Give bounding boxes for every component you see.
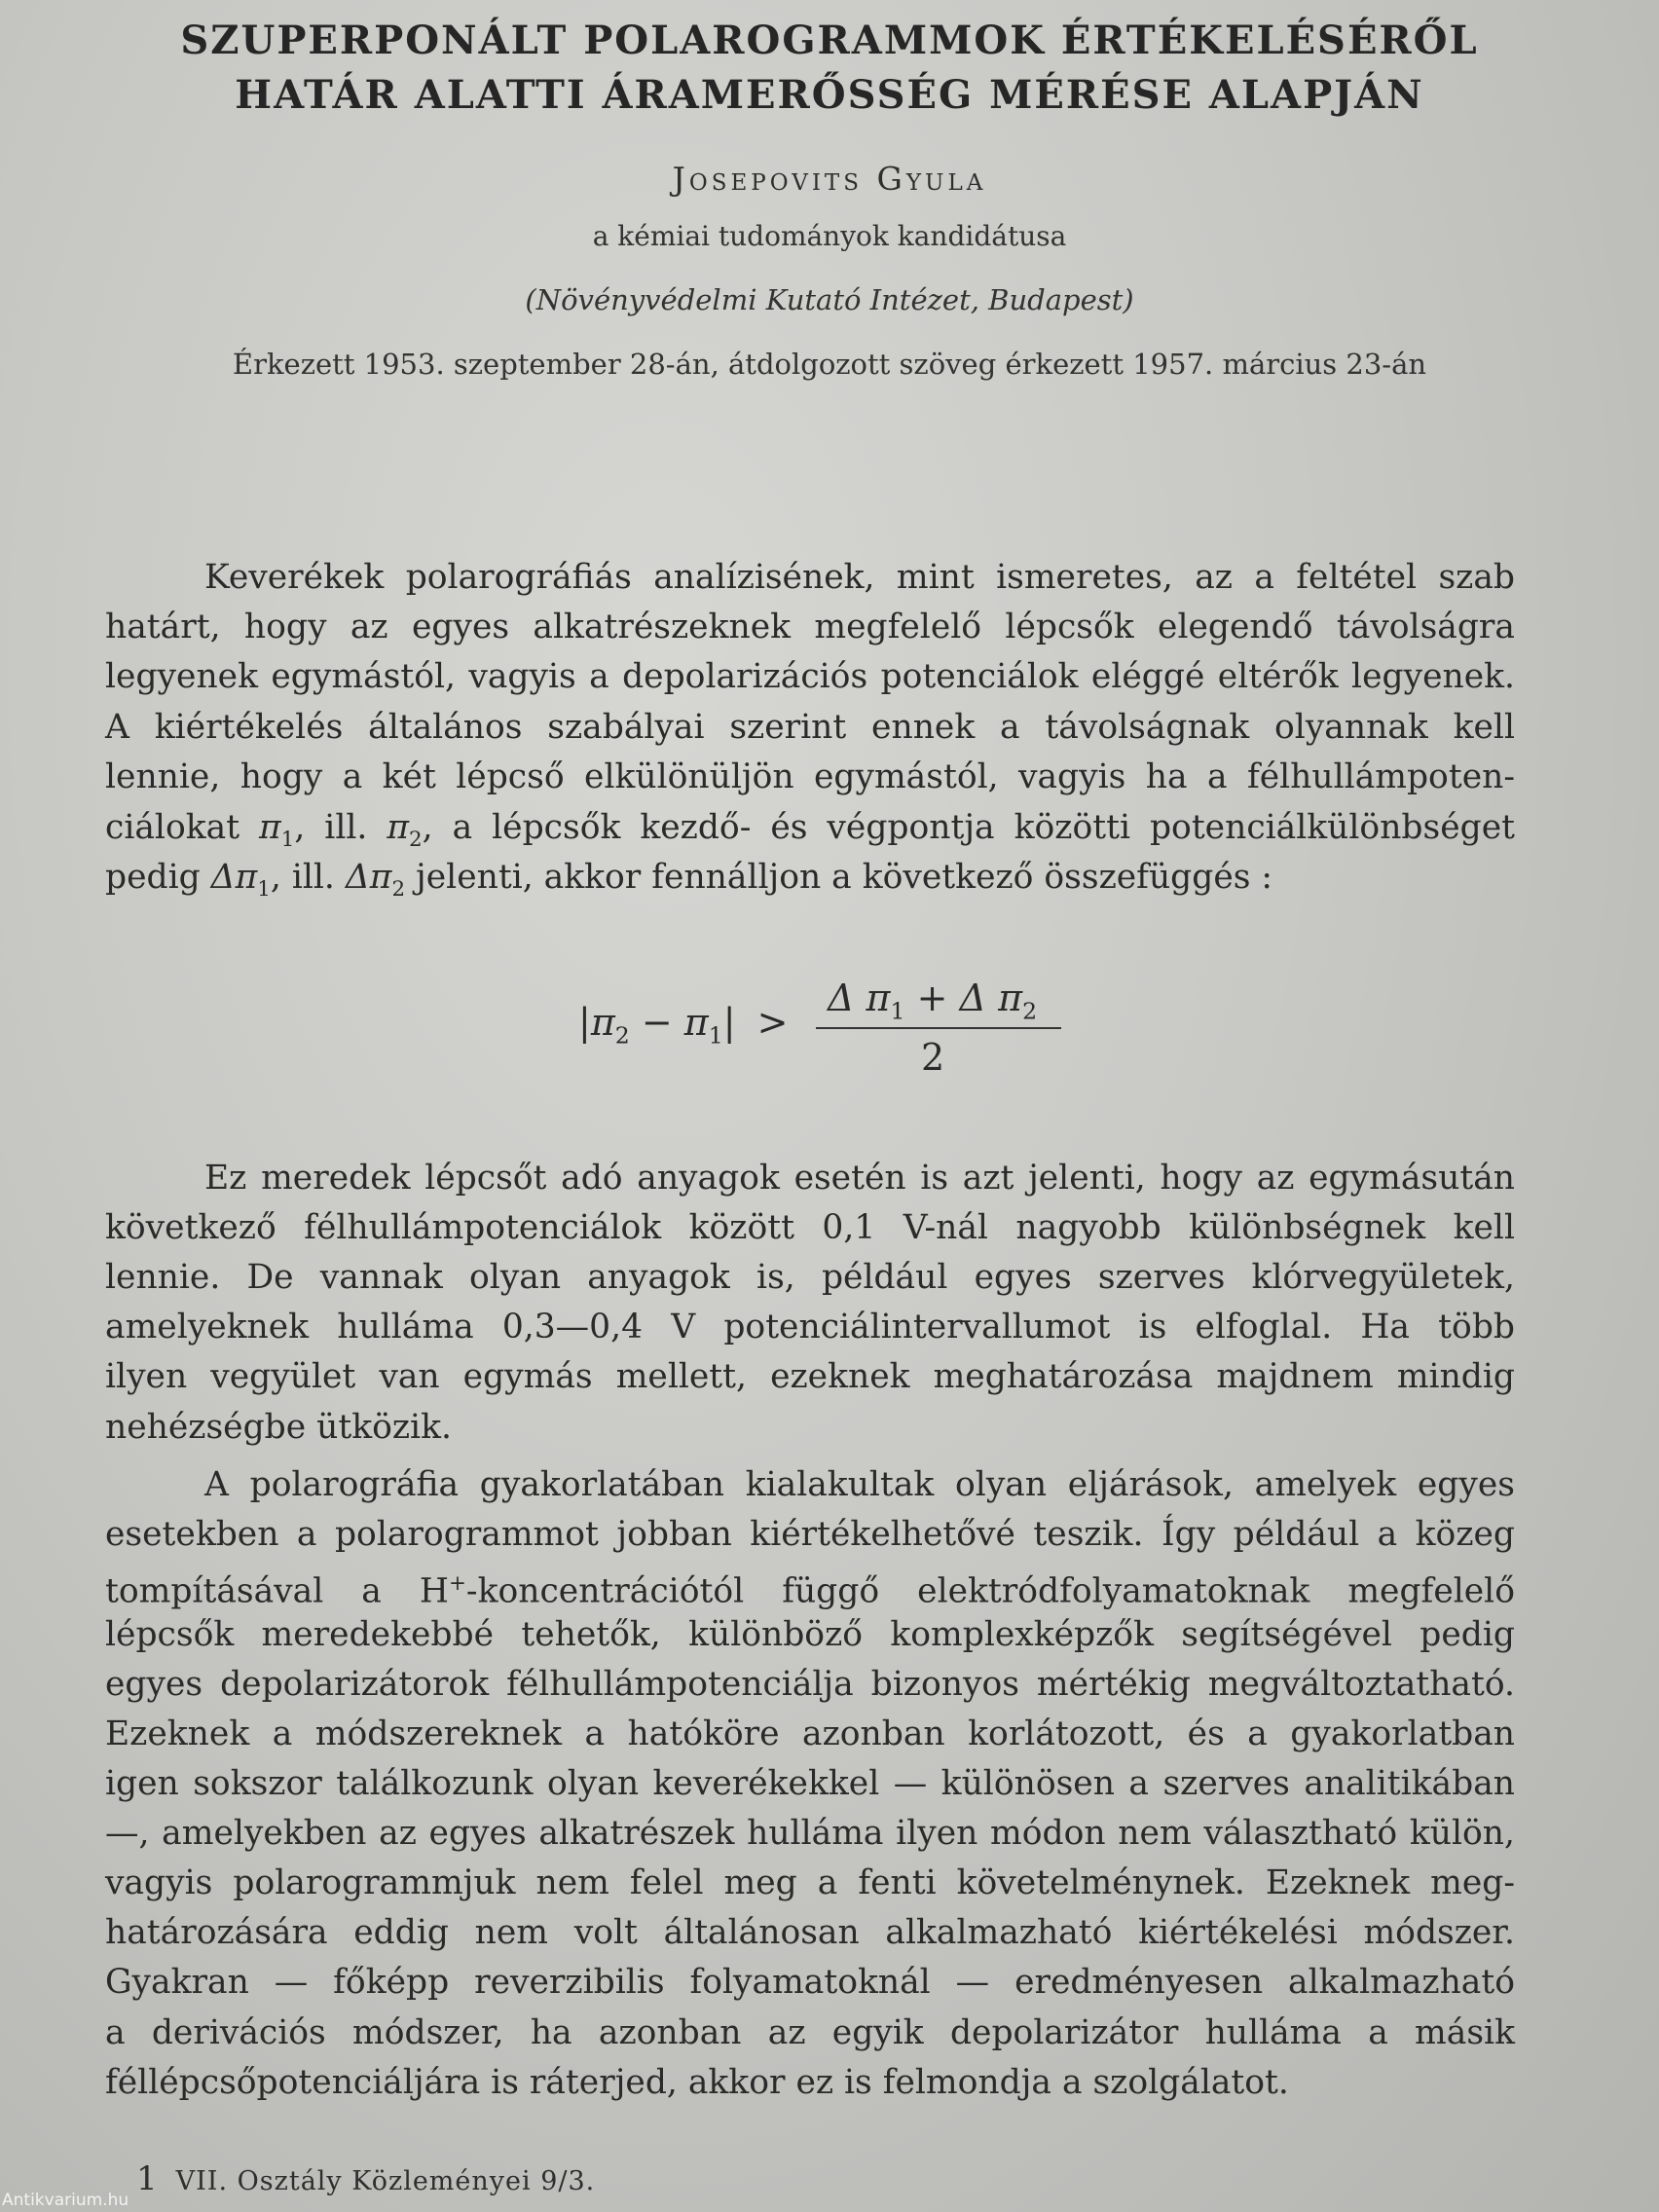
abs-bar: | [578,1001,591,1044]
text-line: Ezeknek a módszereknek a hatóköre azonban korlátozott, és a gyakorlatban [105,1714,1515,1753]
text-span: tompításával a H [105,1571,449,1611]
text-line: következő félhullámpotenciálok között 0,1 V-nál nagyobb különbségnek kell [105,1208,1515,1247]
page-number: 1 [136,2159,159,2198]
author-name: Josepovits Gyula [672,160,987,198]
pi-symbol: π [866,977,891,1019]
watermark: Antikvarium.hu [2,2191,129,2210]
text-line: —, amelyekben az egyes alkatrészek hulláma ilyen módon nem választható külön, [105,1814,1515,1853]
text-line: legyenek egymástól, vagyis a depolarizációs potenciálok eléggé eltérők legyenek. [105,657,1515,696]
text-line: A polarográfia gyakorlatában kialakultak olyan eljárások, amelyek egyes [204,1465,1515,1504]
formula-numerator [828,977,1037,1025]
text-span: , a lépcsők kezdő- és végpontja közötti potenciálkülönbséget [422,808,1515,847]
text-line: lennie. De vannak olyan anyagok is, például egyes szerves klórvegyületek, [105,1258,1515,1297]
text-span: pedig [105,858,211,897]
text-line: lennie, hogy a két lépcső elkülönüljön egymástól, vagyis ha a félhullámpoten- [105,757,1515,796]
subscript: 2 [614,1021,630,1050]
title-line-1: SZUPERPONÁLT POLAROGRAMMOK ÉRTÉKELÉSÉRŐL [180,18,1479,63]
subscript: 2 [409,827,423,852]
delta-symbol: Δ [828,977,855,1019]
text-line: féllépcsőpotenciáljára is ráterjed, akkor ez is felmondja a szolgálatot. [105,2063,1289,2102]
pi-symbol: π [387,808,410,847]
journal-reference: VII. Osztály Közleményei 9/3. [175,2166,596,2196]
text-line [105,1565,1515,1611]
pi-symbol: π [369,858,392,897]
plus-sign: + [916,977,948,1019]
text-line: esetekben a polarogrammot jobban kiértékelhetővé teszik. Így például a közeg [105,1515,1515,1554]
text-span: jelenti, akkor fennálljon a következő összefüggés : [405,858,1273,897]
subscript: 1 [280,827,295,852]
text-line: Gyakran — főképp reverzibilis folyamatoknál — eredményesen alkalmazható [105,1963,1515,2002]
greater-than-sign: > [756,1001,789,1044]
text-line: Keverékek polarográfiás analízisének, mint ismeretes, az a feltétel szab [204,558,1515,597]
text-line: egyes depolarizátorok félhullámpotenciálja bizonyos mértékig megváltoztatható. [105,1665,1515,1704]
minus-sign: − [629,1001,684,1044]
text-span: ciálokat [105,808,260,847]
subscript: 1 [708,1021,723,1050]
text-line: határt, hogy az egyes alkatrészeknek megfelelő lépcsők elegendő távolságra [105,608,1515,646]
text-line: határozására eddig nem volt általánosan alkalmazható kiértékelési módszer. [105,1913,1515,1952]
received-date: Érkezett 1953. szeptember 28-án, átdolgozott szöveg érkezett 1957. március 23-án [232,348,1427,381]
subscript: 1 [257,876,271,902]
pi-symbol: π [590,1001,615,1044]
superscript: + [449,1571,466,1596]
formula-denominator: 2 [921,1036,945,1079]
fraction-bar [816,1027,1061,1029]
text-line [105,808,1515,860]
text-span: , ill. [294,808,387,847]
subscript: 2 [391,876,406,902]
formula-lhs [578,1001,789,1050]
delta-symbol: Δ [345,858,370,897]
text-line: amelyeknek hulláma 0,3—0,4 V potenciálintervallumot is elfoglal. Ha több [105,1308,1515,1346]
text-line: lépcsők meredekebbé tehetők, különböző komplexképzők segítségével pedig [105,1615,1515,1654]
text-line: a derivációs módszer, ha azonban az egyik depolarizátor hulláma a másik [105,2013,1515,2052]
pi-symbol: π [235,858,258,897]
text-line: nehézségbe ütközik. [105,1408,452,1447]
text-line: igen sokszor találkozunk olyan keverékekkel — különösen a szerves analitikában [105,1764,1515,1803]
institution: (Növényvédelmi Kutató Intézet, Budapest) [525,283,1134,316]
author-degree: a kémiai tudományok kandidátusa [592,220,1067,252]
text-span: -koncentrációtól függő elektródfolyamatoknak megfelelő [465,1571,1515,1611]
delta-symbol: Δ [210,858,236,897]
text-line [105,858,1515,909]
text-line: A kiértékelés általános szabályai szerint ennek a távolságnak olyannak kell [105,708,1515,747]
abs-bar: | [722,1001,736,1044]
subscript: 2 [1022,997,1038,1025]
title-line-2: HATÁR ALATTI ÁRAMERŐSSÉG MÉRÉSE ALAPJÁN [235,72,1424,118]
text-line: vagyis polarogrammjuk nem felel meg a fenti követelménynek. Ezeknek meg- [105,1863,1515,1902]
delta-symbol: Δ [959,977,986,1019]
text-line: ilyen vegyület van egymás mellett, ezeknek meghatározása majdnem mindig [105,1357,1515,1396]
pi-symbol: π [683,1001,709,1044]
text-line: Ez meredek lépcsőt adó anyagok esetén is azt jelenti, hogy az egymásután [204,1159,1515,1198]
text-span: , ill. [270,858,346,897]
page-footer [136,2159,595,2198]
pi-symbol: π [259,808,281,847]
subscript: 1 [890,997,905,1025]
pi-symbol: π [998,977,1023,1019]
